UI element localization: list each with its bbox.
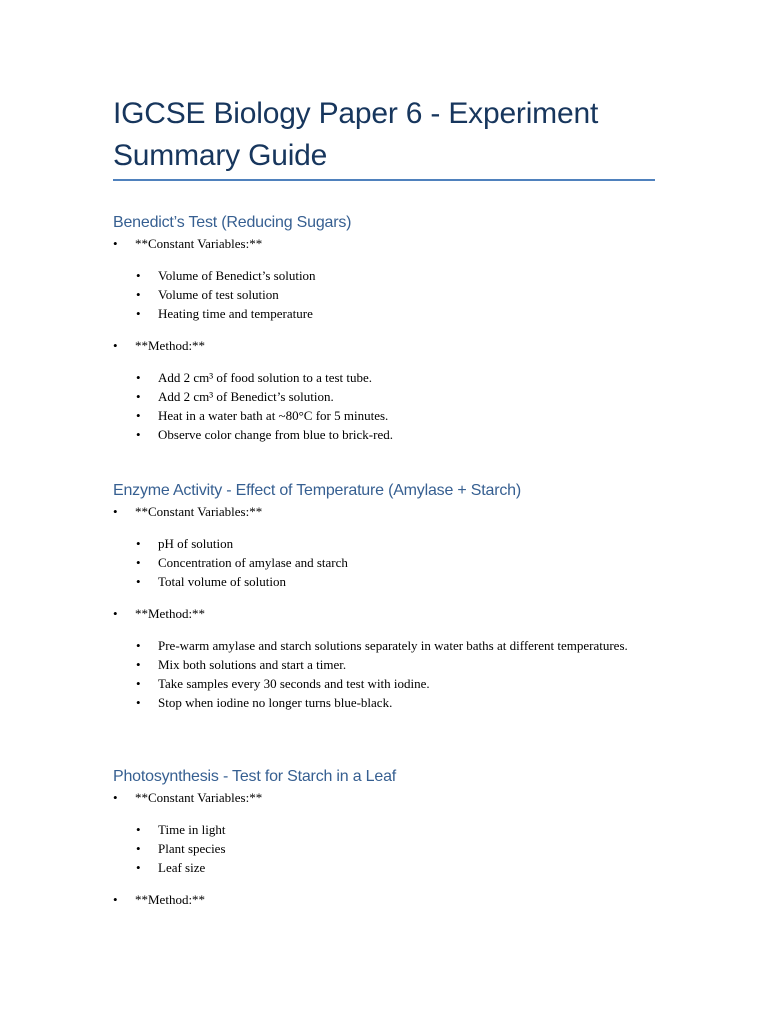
list-item — [113, 553, 673, 572]
method-label-item — [113, 604, 673, 623]
list-item — [113, 858, 673, 877]
list-item — [113, 266, 673, 285]
constant-variables-list — [113, 266, 673, 323]
list-item — [113, 425, 673, 444]
section-heading: Benedict’s Test (Reducing Sugars) — [113, 214, 352, 231]
list-item-text: Add 2 cm³ of Benedict’s solution. — [158, 389, 334, 404]
list-item-text: Add 2 cm³ of food solution to a test tube. — [158, 370, 373, 385]
bullet-icon: • — [136, 408, 141, 423]
list-item-text: Leaf size — [158, 860, 206, 875]
list-item — [113, 820, 673, 839]
method-label: **Method:** — [135, 892, 206, 907]
section-enzyme-activity — [113, 480, 673, 712]
list-item — [113, 285, 673, 304]
bullet-icon: • — [136, 555, 141, 570]
bullet-icon: • — [113, 892, 118, 907]
section-benedicts-test — [113, 212, 673, 444]
bullet-icon: • — [136, 306, 141, 321]
method-label: **Method:** — [135, 338, 206, 353]
list-item — [113, 534, 673, 553]
list-item-text: Concentration of amylase and starch — [158, 555, 348, 570]
bullet-icon: • — [136, 638, 141, 653]
bullet-icon: • — [136, 657, 141, 672]
list-item — [113, 674, 673, 693]
constant-variables-label-item — [113, 788, 673, 807]
constant-variables-label: **Constant Variables:** — [135, 236, 263, 251]
list-item-text: Mix both solutions and start a timer. — [158, 657, 347, 672]
bullet-icon: • — [113, 790, 118, 805]
list-item — [113, 839, 673, 858]
bullet-icon: • — [136, 389, 141, 404]
bullet-icon: • — [136, 370, 141, 385]
list-item-text: Volume of test solution — [158, 287, 279, 302]
constant-variables-label-item — [113, 502, 673, 521]
list-item-text: Observe color change from blue to brick-red. — [158, 427, 393, 442]
bullet-icon: • — [113, 236, 118, 251]
bullet-icon: • — [113, 504, 118, 519]
list-item-text: Total volume of solution — [158, 574, 286, 589]
bullet-icon: • — [136, 841, 141, 856]
list-item — [113, 693, 673, 712]
constant-variables-list — [113, 534, 673, 591]
list-item — [113, 655, 673, 674]
list-item-text: Pre-warm amylase and starch solutions separately in water baths at different temperatures. — [158, 638, 628, 653]
list-item — [113, 368, 673, 387]
list-item-text: Volume of Benedict’s solution — [158, 268, 316, 283]
title-underline — [113, 179, 655, 181]
constant-variables-label: **Constant Variables:** — [135, 504, 263, 519]
list-item-text: Heat in a water bath at ~80°C for 5 minutes. — [158, 408, 389, 423]
list-item — [113, 572, 673, 591]
bullet-icon: • — [113, 338, 118, 353]
list-item-text: Take samples every 30 seconds and test with iodine. — [158, 676, 430, 691]
list-item-text: Stop when iodine no longer turns blue-black. — [158, 695, 393, 710]
document-title-line-1: IGCSE Biology Paper 6 - Experiment — [113, 97, 599, 130]
bullet-icon: • — [136, 860, 141, 875]
bullet-icon: • — [136, 268, 141, 283]
document-title — [113, 93, 673, 177]
method-label: **Method:** — [135, 606, 206, 621]
document-title-line-2: Summary Guide — [113, 139, 328, 172]
list-item-text: Time in light — [158, 822, 226, 837]
bullet-icon: • — [136, 427, 141, 442]
bullet-icon: • — [113, 606, 118, 621]
bullet-icon: • — [136, 536, 141, 551]
method-label-item — [113, 336, 673, 355]
list-item-text: Plant species — [158, 841, 226, 856]
section-photosynthesis — [113, 766, 673, 909]
bullet-icon: • — [136, 695, 141, 710]
list-item-text: pH of solution — [158, 536, 234, 551]
bullet-icon: • — [136, 676, 141, 691]
constant-variables-label-item — [113, 234, 673, 253]
list-item — [113, 387, 673, 406]
method-label-item — [113, 890, 673, 909]
list-item — [113, 304, 673, 323]
bullet-icon: • — [136, 574, 141, 589]
constant-variables-label: **Constant Variables:** — [135, 790, 263, 805]
method-list — [113, 636, 673, 712]
list-item — [113, 406, 673, 425]
bullet-icon: • — [136, 822, 141, 837]
constant-variables-list — [113, 820, 673, 877]
section-heading: Photosynthesis - Test for Starch in a Leaf — [113, 768, 397, 785]
list-item — [113, 636, 673, 655]
list-item-text: Heating time and temperature — [158, 306, 313, 321]
method-list — [113, 368, 673, 444]
bullet-icon: • — [136, 287, 141, 302]
section-heading: Enzyme Activity - Effect of Temperature (Amylase + Starch) — [113, 482, 521, 499]
